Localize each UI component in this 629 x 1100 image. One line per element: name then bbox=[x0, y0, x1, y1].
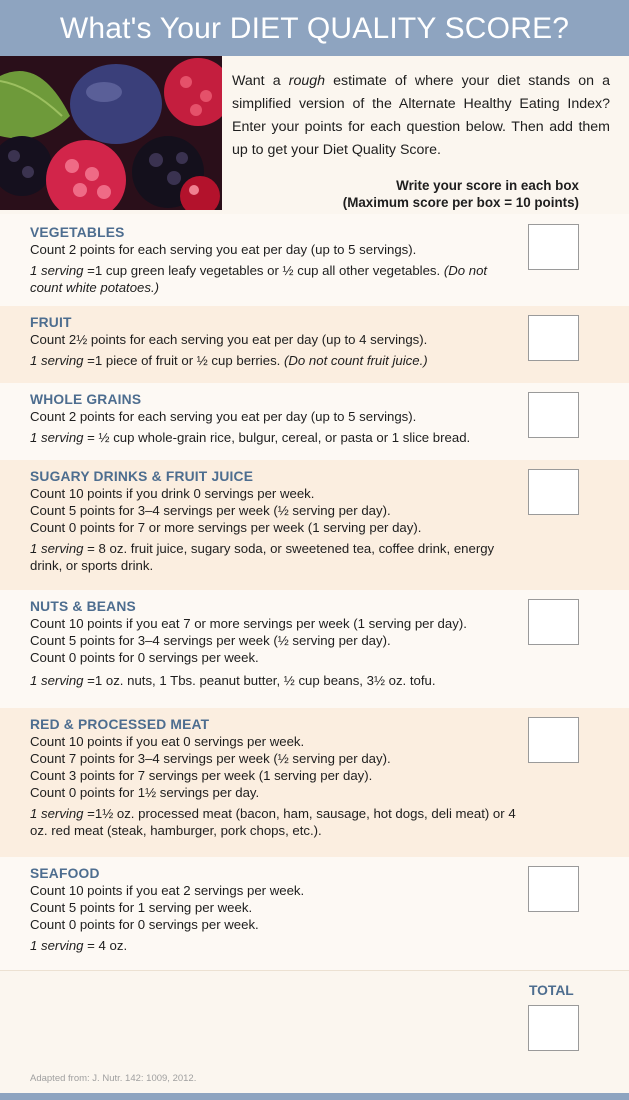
section-vegetables: VEGETABLES Count 2 points for each serving you eat per day (up to 5 servings). 1 serving =1 cup green leafy vegetables or ½ cup all other vegetables. (Do not count white potatoes.) bbox=[0, 214, 629, 306]
serving-definition: 1 serving =1 oz. nuts, 1 Tbs. peanut butter, ½ cup beans, 3½ oz. tofu. bbox=[30, 673, 436, 688]
section-whole-grains: WHOLE GRAINS Count 2 points for each serving you eat per day (up to 5 servings). 1 serving = ½ cup whole-grain rice, bulgur, cereal, or pasta or 1 slice bread. bbox=[0, 383, 629, 460]
score-box-fruit[interactable] bbox=[528, 315, 579, 361]
section-title: WHOLE GRAINS bbox=[30, 392, 142, 407]
score-box-seafood[interactable] bbox=[528, 866, 579, 912]
serving-definition: 1 serving = ½ cup whole-grain rice, bulgur, cereal, or pasta or 1 slice bread. bbox=[30, 430, 471, 445]
section-nuts-beans: NUTS & BEANS Count 10 points if you eat 7 or more servings per week (1 serving per day). Count 5 points for 3–4 servings per week (½ serving per day). Count 0 points for 0 servings per week. 1 serving =1 oz. nuts, 1 Tbs. peanut butter, ½ cup beans, 3½ oz. tofu. bbox=[0, 590, 629, 708]
section-title: SEAFOOD bbox=[30, 866, 100, 881]
berries-photo bbox=[0, 56, 222, 210]
score-box-sugary-drinks[interactable] bbox=[528, 469, 579, 515]
score-box-whole-grains[interactable] bbox=[528, 392, 579, 438]
section-seafood: SEAFOOD Count 10 points if you eat 2 servings per week. Count 5 points for 1 serving per week. Count 0 points for 0 servings per week. 1 serving = 4 oz. bbox=[0, 857, 629, 970]
section-title: SUGARY DRINKS & FRUIT JUICE bbox=[30, 469, 254, 484]
total-label: TOTAL bbox=[529, 983, 574, 998]
page-title: What's Your DIET QUALITY SCORE? bbox=[0, 0, 629, 56]
serving-definition: 1 serving =1½ oz. processed meat (bacon, ham, sausage, hot dogs, deli meat) or 4 oz. red meat (steak, hamburger, pork chops, etc.). bbox=[30, 806, 516, 838]
serving-definition: 1 serving = 8 oz. fruit juice, sugary soda, or sweetened tea, coffee drink, energy drink, or sports drink. bbox=[30, 541, 495, 573]
divider bbox=[0, 970, 629, 971]
score-box-total[interactable] bbox=[528, 1005, 579, 1051]
score-box-nuts-beans[interactable] bbox=[528, 599, 579, 645]
serving-definition: 1 serving =1 piece of fruit or ½ cup berries. (Do not count fruit juice.) bbox=[30, 353, 428, 368]
section-title: FRUIT bbox=[30, 315, 72, 330]
berries-image bbox=[0, 56, 222, 210]
score-instructions: Write your score in each box (Maximum score per box = 10 points) bbox=[342, 178, 579, 210]
score-box-red-meat[interactable] bbox=[528, 717, 579, 763]
score-box-vegetables[interactable] bbox=[528, 224, 579, 270]
serving-definition: 1 serving =1 cup green leafy vegetables or ½ cup all other vegetables. (Do not count white potatoes.) bbox=[30, 263, 488, 295]
section-title: VEGETABLES bbox=[30, 225, 125, 240]
section-sugary-drinks: SUGARY DRINKS & FRUIT JUICE Count 10 points if you drink 0 servings per week. Count 5 points for 3–4 servings per week (½ serving per day). Count 0 points for 7 or more servings per week (1 serving per day). 1 serving = 8 oz. fruit juice, sugary soda, or sweetened tea, coffee drink, energy drink, or sports drink. bbox=[0, 460, 629, 590]
serving-definition: 1 serving = 4 oz. bbox=[30, 938, 128, 953]
source-note: Adapted from: J. Nutr. 142: 1009, 2012. bbox=[30, 1073, 197, 1084]
section-fruit: FRUIT Count 2½ points for each serving you eat per day (up to 4 servings). 1 serving =1 piece of fruit or ½ cup berries. (Do not count fruit juice.) bbox=[0, 306, 629, 383]
section-title: NUTS & BEANS bbox=[30, 599, 136, 614]
bottom-bar bbox=[0, 1093, 629, 1100]
intro-text: Want a rough estimate of where your diet stands on a simplified version of the Alternate Healthy Eating Index? Enter your points for each question below. Then add them up to get your Diet Quality Score. bbox=[232, 73, 610, 158]
section-title: RED & PROCESSED MEAT bbox=[30, 717, 210, 732]
section-red-meat: RED & PROCESSED MEAT Count 10 points if you eat 0 servings per week. Count 7 points for 3–4 servings per week (½ serving per day). Count 3 points for 7 servings per week (1 serving per day). Count 0 points for 1½ servings per day. 1 serving =1½ oz. processed meat (bacon, ham, sausage, hot dogs, deli meat) or 4 oz. red meat (steak, hamburger, pork chops, etc.). bbox=[0, 708, 629, 857]
